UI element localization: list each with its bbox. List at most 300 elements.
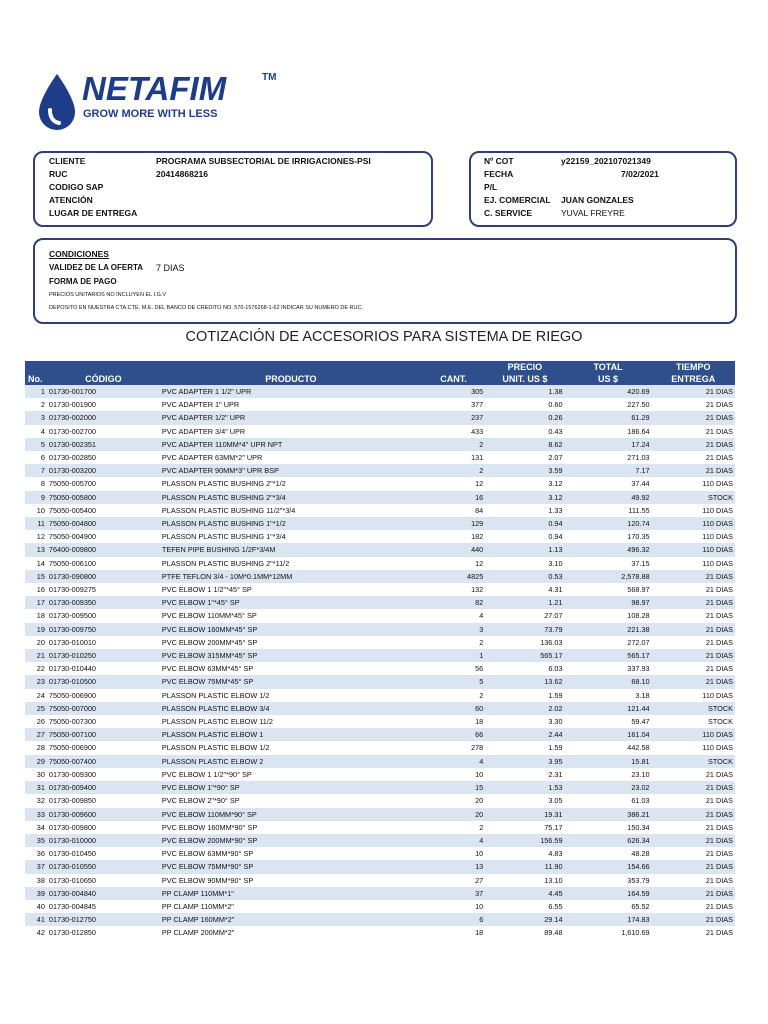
table-row <box>25 570 735 583</box>
header-qty-spacer <box>422 361 485 373</box>
item-code: 01730-002000 <box>47 411 160 424</box>
item-product: PLASSON PLASTIC ELBOW 11/2 <box>161 717 273 727</box>
item-unit-price: 27.07 <box>544 611 563 621</box>
item-delivery-time: 110 DIAS <box>702 743 733 753</box>
item-number: 13 <box>25 543 47 556</box>
item-total: 3.18 <box>635 690 650 700</box>
item-number: 22 <box>36 664 45 674</box>
item-number: 27 <box>25 728 47 741</box>
item-delivery-time: 21 DIAS <box>705 400 733 410</box>
item-total: 1,610.69 <box>621 928 650 938</box>
client-info-box <box>33 151 433 227</box>
item-quantity: 4 <box>422 755 485 768</box>
item-unit-price: 4.31 <box>548 585 563 595</box>
item-total: 353.79 <box>627 875 650 885</box>
item-delivery-time: 21 DIAS <box>705 426 733 436</box>
item-delivery-time: STOCK <box>652 491 735 504</box>
item-quantity: 60 <box>422 702 485 715</box>
item-code: 01730-012750 <box>47 913 160 926</box>
item-delivery-time: 110 DIAS <box>702 690 733 700</box>
item-total: 337.93 <box>627 664 650 674</box>
item-quantity: 4 <box>479 611 484 621</box>
item-code: 01730-009850 <box>48 796 96 806</box>
quote-number-value: y22159_202107021349 <box>561 156 651 166</box>
item-total: 442.58 <box>627 743 650 753</box>
item-total: 37.44 <box>631 479 650 489</box>
item-code: 01730-002351 <box>47 438 160 451</box>
item-unit-price: 19.31 <box>485 808 564 821</box>
table-row <box>25 623 735 636</box>
item-total: 174.83 <box>565 913 652 926</box>
header-qty: CANT. <box>422 373 485 385</box>
item-product: TEFEN PIPE BUSHING 1/2F*3/4M <box>160 543 422 556</box>
item-product: PLASSON PLASTIC BUSHING 1"*1/2 <box>160 517 422 530</box>
attention-label: ATENCIÓN <box>49 195 93 205</box>
item-number: 2 <box>40 400 45 410</box>
item-product: PLASSON PLASTIC BUSHING 11/2"*3/4 <box>161 505 296 515</box>
item-total: 49.92 <box>565 491 652 504</box>
item-unit-price: 3.12 <box>485 491 564 504</box>
item-total: 2,578.88 <box>565 570 652 583</box>
client-label: CLIENTE <box>49 156 86 166</box>
item-unit-price: 0.60 <box>548 400 563 410</box>
item-quantity: 15 <box>422 781 485 794</box>
item-total: 111.55 <box>628 505 650 515</box>
item-number: 40 <box>36 901 45 911</box>
item-product: PP CLAMP 110MM*1" <box>160 887 422 900</box>
quote-number-label: Nº COT <box>484 156 514 166</box>
table-row <box>25 451 735 464</box>
item-quantity: 84 <box>475 505 484 515</box>
item-delivery-time: 21 DIAS <box>705 849 733 859</box>
item-code: 01730-009500 <box>48 611 96 621</box>
table-row <box>25 675 735 688</box>
item-delivery-time: 21 DIAS <box>705 796 733 806</box>
item-total: 227.50 <box>627 400 650 410</box>
table-row <box>25 887 735 900</box>
item-number: 1 <box>25 385 47 398</box>
item-code: 01730-009750 <box>47 623 160 636</box>
item-total: 272.07 <box>627 637 650 647</box>
item-product: PLASSON PLASTIC ELBOW 2 <box>160 755 422 768</box>
item-product: PVC ADAPTER 3/4" UPR <box>161 426 246 436</box>
item-number: 28 <box>36 743 45 753</box>
deposit-note: DEPOSITO EN NUESTRA CTA.CTE. M.E. DEL BANCO DE CREDITO NO. 570-1576268-1-62 INDICAR SU NUMERO DE RUC. <box>49 305 363 311</box>
item-code: 01730-004845 <box>48 901 96 911</box>
item-code: 01730-010550 <box>47 860 160 873</box>
item-product: PVC ELBOW 1 1/2"*90° SP <box>161 769 252 779</box>
item-quantity: 4 <box>422 834 485 847</box>
header-total-bottom: US $ <box>565 373 652 385</box>
item-quantity: 132 <box>471 585 484 595</box>
header-code-spacer <box>47 361 160 373</box>
item-unit-price: 0.26 <box>485 411 564 424</box>
table-row <box>25 662 735 675</box>
table-row <box>25 425 735 438</box>
table-row <box>25 517 735 530</box>
item-delivery-time: 21 DIAS <box>705 611 733 621</box>
item-quantity: 18 <box>475 717 484 727</box>
table-row <box>25 609 735 622</box>
item-delivery-time: 21 DIAS <box>652 570 735 583</box>
header-no: No. <box>25 373 47 385</box>
item-number: 36 <box>36 849 45 859</box>
item-code: 01730-090800 <box>47 570 160 583</box>
item-delivery-time: STOCK <box>707 717 733 727</box>
item-delivery-time: 21 DIAS <box>652 913 735 926</box>
item-unit-price: 0.94 <box>485 517 564 530</box>
item-product: PP CLAMP 160MM*2" <box>160 913 422 926</box>
table-row <box>25 596 735 609</box>
item-code: 75050-007100 <box>47 728 160 741</box>
item-number: 33 <box>25 808 47 821</box>
item-number: 32 <box>36 796 45 806</box>
item-unit-price: 6.03 <box>548 664 563 674</box>
item-code: 01730-009600 <box>47 808 160 821</box>
table-row <box>25 900 735 913</box>
item-number: 21 <box>25 649 47 662</box>
item-quantity: 129 <box>422 517 485 530</box>
item-total: 164.59 <box>565 887 652 900</box>
item-quantity: 66 <box>422 728 485 741</box>
item-unit-price: 2.07 <box>548 453 563 463</box>
item-product: PVC ELBOW 160MM*45° SP <box>160 623 422 636</box>
item-unit-price: 8.62 <box>485 438 564 451</box>
item-total: 568.97 <box>627 585 650 595</box>
item-unit-price: 2.44 <box>485 728 564 741</box>
item-number: 26 <box>36 717 45 727</box>
table-row <box>25 847 735 860</box>
item-number: 35 <box>25 834 47 847</box>
header-price-top: PRECIO <box>485 361 564 373</box>
item-number: 9 <box>25 491 47 504</box>
item-number: 24 <box>36 690 45 700</box>
item-code: 01730-009350 <box>47 596 160 609</box>
item-total: 161.04 <box>565 728 652 741</box>
item-number: 31 <box>25 781 47 794</box>
item-delivery-time: 110 DIAS <box>652 517 735 530</box>
item-total: 186.64 <box>627 426 650 436</box>
item-quantity: 12 <box>475 558 484 568</box>
table-row <box>25 874 735 887</box>
item-unit-price: 1.13 <box>485 543 564 556</box>
item-code: 75050-006900 <box>48 690 96 700</box>
item-delivery-time: 21 DIAS <box>652 675 735 688</box>
item-total: 23.02 <box>565 781 652 794</box>
item-total: 59.47 <box>631 717 650 727</box>
item-unit-price: 2.31 <box>548 769 563 779</box>
item-total: 271.03 <box>627 453 650 463</box>
ruc-label: RUC <box>49 169 68 179</box>
table-row <box>25 530 735 543</box>
item-delivery-time: 21 DIAS <box>705 822 733 832</box>
item-unit-price: 3.59 <box>485 464 564 477</box>
table-row <box>25 504 735 517</box>
item-number: 4 <box>40 426 45 436</box>
item-quantity: 10 <box>475 901 484 911</box>
item-delivery-time: 21 DIAS <box>705 928 733 938</box>
item-unit-price: 0.53 <box>485 570 564 583</box>
table-row <box>25 649 735 662</box>
item-total: 120.74 <box>565 517 652 530</box>
item-unit-price: 75.17 <box>544 822 563 832</box>
item-product: PVC ELBOW 2"*90° SP <box>161 796 240 806</box>
item-delivery-time: 110 DIAS <box>702 558 733 568</box>
item-code: 01730-010450 <box>48 849 96 859</box>
item-delivery-time: 21 DIAS <box>705 637 733 647</box>
item-unit-price: 3.95 <box>485 755 564 768</box>
item-code: 01730-003200 <box>47 464 160 477</box>
item-quantity: 2 <box>422 464 485 477</box>
item-code: 75050-005400 <box>48 505 96 515</box>
sap-code-label: CODIGO SAP <box>49 182 104 192</box>
item-quantity: 440 <box>422 543 485 556</box>
header-row-top <box>25 361 735 373</box>
conditions-box <box>33 238 737 324</box>
item-code: 01730-009275 <box>48 585 96 595</box>
item-quantity: 12 <box>475 479 484 489</box>
item-quantity: 3 <box>422 623 485 636</box>
table-row <box>25 583 735 596</box>
table-row <box>25 715 735 728</box>
water-drop-icon <box>36 72 78 132</box>
item-quantity: 20 <box>475 796 484 806</box>
item-unit-price: 4.83 <box>548 849 563 859</box>
item-code: 01730-010440 <box>48 664 96 674</box>
validity-value: 7 DIAS <box>156 263 185 273</box>
item-quantity: 305 <box>422 385 485 398</box>
item-delivery-time: 110 DIAS <box>652 543 735 556</box>
item-unit-price: 73.79 <box>485 623 564 636</box>
item-quantity: 377 <box>471 400 484 410</box>
table-row <box>25 808 735 821</box>
item-quantity: 18 <box>475 928 484 938</box>
header-product: PRODUCTO <box>160 373 422 385</box>
item-code: 01730-010250 <box>47 649 160 662</box>
table-row <box>25 860 735 873</box>
item-delivery-time: 21 DIAS <box>652 887 735 900</box>
item-delivery-time: 21 DIAS <box>705 901 733 911</box>
item-code: 01730-001900 <box>48 400 96 410</box>
item-delivery-time: STOCK <box>652 755 735 768</box>
item-product: PVC ADAPTER 1 1/2" UPR <box>160 385 422 398</box>
item-delivery-time: 21 DIAS <box>705 664 733 674</box>
table-row <box>25 411 735 424</box>
item-code: 01730-009300 <box>48 769 96 779</box>
item-total: 15.81 <box>565 755 652 768</box>
item-quantity: 2 <box>479 637 484 647</box>
item-product: PVC ELBOW 200MM*45° SP <box>161 637 258 647</box>
item-code: 75050-007300 <box>48 717 96 727</box>
item-number: 37 <box>25 860 47 873</box>
item-quantity: 56 <box>475 664 484 674</box>
header-no-spacer <box>25 361 47 373</box>
item-product: PLASSON PLASTIC ELBOW 3/4 <box>160 702 422 715</box>
item-delivery-time: 21 DIAS <box>705 585 733 595</box>
item-number: 17 <box>25 596 47 609</box>
company-logo <box>36 70 296 130</box>
item-product: PVC ADAPTER 90MM*3" UPR BSP <box>160 464 422 477</box>
item-unit-price: 4.45 <box>485 887 564 900</box>
item-delivery-time: 21 DIAS <box>652 411 735 424</box>
table-row <box>25 543 735 556</box>
header-time-top: TIEMPO <box>652 361 735 373</box>
logo-tagline: GROW MORE WITH LESS <box>83 108 218 120</box>
item-code: 01730-010500 <box>47 675 160 688</box>
item-code: 01730-010650 <box>48 875 96 885</box>
item-total: 37.15 <box>631 558 650 568</box>
item-code: 01730-002700 <box>48 426 96 436</box>
item-product: PLASSON PLASTIC ELBOW 1 <box>160 728 422 741</box>
item-product: PVC ADAPTER 110MM*4" UPR NPT <box>160 438 422 451</box>
item-product: PVC ELBOW 200MM*90° SP <box>160 834 422 847</box>
item-unit-price: 3.12 <box>548 479 563 489</box>
item-delivery-time: 110 DIAS <box>702 505 733 515</box>
item-number: 41 <box>25 913 47 926</box>
table-row <box>25 794 735 807</box>
header-code: CÓDIGO <box>47 373 160 385</box>
table-row <box>25 741 735 754</box>
item-number: 23 <box>25 675 47 688</box>
item-number: 14 <box>36 558 45 568</box>
item-number: 7 <box>25 464 47 477</box>
quote-info-box <box>469 151 737 227</box>
sales-exec-label: EJ. COMERCIAL <box>484 195 551 205</box>
item-number: 10 <box>36 505 45 515</box>
table-row <box>25 755 735 768</box>
client-value: PROGRAMA SUBSECTORIAL DE IRRIGACIONES-PSI <box>156 156 371 166</box>
item-total: 98.97 <box>565 596 652 609</box>
item-delivery-time: 21 DIAS <box>652 438 735 451</box>
item-product: PVC ADAPTER 63MM*2" UPR <box>161 453 263 463</box>
item-product: PP CLAMP 200MM*2" <box>161 928 235 938</box>
item-unit-price: 136.03 <box>540 637 563 647</box>
items-table <box>25 361 735 940</box>
item-unit-price: 89.48 <box>544 928 563 938</box>
table-row <box>25 728 735 741</box>
item-delivery-time: 21 DIAS <box>705 875 733 885</box>
item-code: 01730-009800 <box>48 822 96 832</box>
table-row <box>25 702 735 715</box>
item-quantity: 1 <box>422 649 485 662</box>
item-quantity: 6 <box>422 913 485 926</box>
logo-wordmark: NETAFIM <box>82 70 227 107</box>
item-number: 15 <box>25 570 47 583</box>
item-delivery-time: 21 DIAS <box>652 834 735 847</box>
item-quantity: 5 <box>422 675 485 688</box>
item-unit-price: 1.53 <box>485 781 564 794</box>
item-unit-price: 1.59 <box>548 743 563 753</box>
item-number: 38 <box>36 875 45 885</box>
item-code: 75050-006100 <box>48 558 96 568</box>
item-total: 61.03 <box>631 796 650 806</box>
customer-service-label: C. SERVICE <box>484 208 533 218</box>
payment-label: FORMA DE PAGO <box>49 277 117 286</box>
header-row-bottom <box>25 373 735 385</box>
item-quantity: 4825 <box>422 570 485 583</box>
item-number: 19 <box>25 623 47 636</box>
table-row <box>25 834 735 847</box>
item-code: 01730-004840 <box>47 887 160 900</box>
customer-service-value: YUVAL FREYRE <box>561 208 625 218</box>
item-total: 48.28 <box>631 849 650 859</box>
item-quantity: 27 <box>475 875 484 885</box>
document-title: COTIZACIÓN DE ACCESORIOS PARA SISTEMA DE RIEGO <box>185 329 583 345</box>
header-price-bottom: UNIT. US $ <box>485 373 564 385</box>
item-total: 7.17 <box>565 464 652 477</box>
item-product: PVC ELBOW 63MM*90° SP <box>161 849 254 859</box>
date-label: FECHA <box>484 169 514 179</box>
item-product: PVC ADAPTER 1" UPR <box>161 400 240 410</box>
table-row <box>25 477 735 490</box>
table-row <box>25 913 735 926</box>
item-code: 75050-004800 <box>47 517 160 530</box>
table-row <box>25 385 735 398</box>
item-number: 16 <box>36 585 45 595</box>
item-number: 30 <box>36 769 45 779</box>
item-quantity: 2 <box>422 438 485 451</box>
item-number: 39 <box>25 887 47 900</box>
header-total-top: TOTAL <box>565 361 652 373</box>
item-delivery-time: STOCK <box>652 702 735 715</box>
item-number: 3 <box>25 411 47 424</box>
item-code: 75050-006900 <box>48 743 96 753</box>
table-row <box>25 491 735 504</box>
item-code: 01730-009400 <box>47 781 160 794</box>
item-delivery-time: 21 DIAS <box>652 385 735 398</box>
item-code: 75050-005800 <box>47 491 160 504</box>
item-product: PLASSON PLASTIC BUSHING 2"*11/2 <box>161 558 290 568</box>
item-total: 121.44 <box>565 702 652 715</box>
item-total: 65.52 <box>631 901 650 911</box>
item-product: PLASSON PLASTIC BUSHING 2"*1/2 <box>161 479 286 489</box>
item-total: 68.10 <box>565 675 652 688</box>
item-number: 18 <box>36 611 45 621</box>
item-total: 170.35 <box>627 532 650 542</box>
item-product: PVC ELBOW 75MM*45° SP <box>160 675 422 688</box>
item-quantity: 433 <box>471 426 484 436</box>
date-value: 7/02/2021 <box>621 169 659 179</box>
item-quantity: 13 <box>422 860 485 873</box>
item-number: 6 <box>40 453 45 463</box>
item-code: 75050-004900 <box>48 532 96 542</box>
header-product-spacer <box>160 361 422 373</box>
item-total: 386.21 <box>565 808 652 821</box>
item-total: 154.66 <box>565 860 652 873</box>
item-number: 8 <box>40 479 45 489</box>
item-quantity: 278 <box>471 743 484 753</box>
table-row <box>25 768 735 781</box>
item-number: 42 <box>36 928 45 938</box>
item-quantity: 16 <box>422 491 485 504</box>
item-unit-price: 11.90 <box>485 860 564 873</box>
item-delivery-time: 21 DIAS <box>652 464 735 477</box>
item-quantity: 2 <box>479 822 484 832</box>
table-row <box>25 926 735 939</box>
item-total: 565.17 <box>565 649 652 662</box>
item-product: PTFE TEFLON 3/4 - 10M*0.1MM*12MM <box>160 570 422 583</box>
item-product: PVC ADAPTER 1/2" UPR <box>160 411 422 424</box>
item-unit-price: 1.59 <box>548 690 563 700</box>
validity-label: VALIDEZ DE LA OFERTA <box>49 263 144 272</box>
item-product: PVC ELBOW 110MM*45° SP <box>161 611 257 621</box>
item-total: 221.38 <box>565 623 652 636</box>
table-row <box>25 464 735 477</box>
item-delivery-time: 21 DIAS <box>652 860 735 873</box>
item-product: PVC ELBOW 160MM*90° SP <box>161 822 258 832</box>
conditions-title: CONDICIONES <box>49 249 109 259</box>
igv-note: PRECIOS UNITARIOS NO INCLUYEN EL I.G.V <box>49 292 167 298</box>
